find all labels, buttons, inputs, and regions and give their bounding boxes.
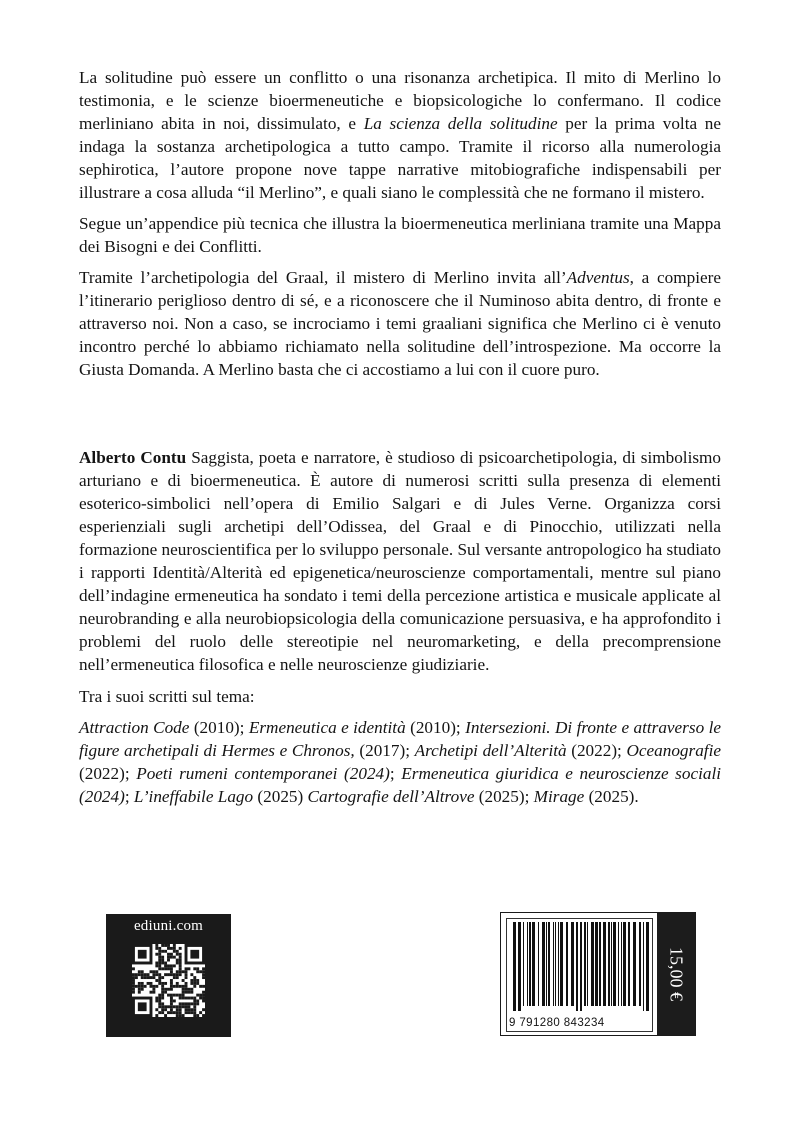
blurb-text: La solitudine può essere un conflitto o una risonanza archetipica. Il mito di Merlino lo testimonia, e le scienze bioermeneutiche e biopsicologiche lo confermano. Il codice merliniano abita in noi, dissimulato, e xyxy=(79,68,721,133)
work-title: Ermeneutica giuridica e neuroscienze sociali (2024) xyxy=(79,764,722,806)
bio-text: Saggista, poeta e narratore, è studioso di psicoarchetipologia, di simbolismo arturiano e di bioermeneutica. È autore di numerosi scritti sulla presenza di elementi esoterico-simbolici nell’opera di Emilio Salgari e di Jules Verne. Organizza corsi esperienziali sugli archetipi dell’Odissea, del Graal e di Pinocchio, utilizzati nella formazione neuroscientifica per lo sviluppo personale. Sul versante antropologico ha studiato i rapporti Identità/Alterità ed epigenetica/neuroscienze comportamentali, mentre sul piano dell’indagine ermeneutica ha sondato i temi della percezione artistica e musicale applicate al neurobranding e alla neurobiopsicologia della comunicazione persuasiva, e ha approfondito i problemi del ruolo delle stereotipie nel neuromarketing, e della precomprensione nell’ermeneutica filosofica e nelle neuroscienze giudiziarie. xyxy=(79,448,721,674)
blurb xyxy=(79,66,721,381)
blurb-text: Tramite l’archetipologia del Graal, il mistero di Merlino invita all’ xyxy=(79,268,567,287)
blurb-text: per la prima volta ne indaga la sostanza archetipologica a tutto campo. Tramite il ricorso alla numerologia sephirotica, l’autore propone nove tappe narrative mitobiografiche indispensabili per illustrare a cosa alluda “il Merlino”, e quali siano le complessità che ne formano il mistero. xyxy=(79,114,721,202)
work-title: Archetipi dell’Alterità xyxy=(414,741,567,760)
works-intro: Tra i suoi scritti sul tema: xyxy=(79,687,255,706)
publisher-qr-block[interactable] xyxy=(106,914,231,1037)
bio-paragraph xyxy=(79,446,721,676)
qr-code-icon xyxy=(132,944,205,1017)
isbn-barcode xyxy=(506,918,653,1032)
author-name: Alberto Contu xyxy=(79,448,187,467)
price-strip xyxy=(657,913,695,1035)
isbn-digits: 9 791280 843234 xyxy=(509,1017,605,1029)
barcode-icon xyxy=(507,919,652,1011)
work-title: Oceanografie xyxy=(626,741,721,760)
adventus-term: Adventus xyxy=(566,268,630,287)
publisher-website[interactable]: ediuni.com xyxy=(133,918,204,934)
work-title: L’ineffabile Lago xyxy=(133,787,254,806)
work-title: Attraction Code xyxy=(79,718,190,737)
work-title: Ermeneutica e identità xyxy=(248,718,406,737)
work-title: Mirage xyxy=(533,787,585,806)
price-label: 15,00 € xyxy=(666,947,687,1001)
blurb-paragraph-2: Segue un’appendice più tecnica che illustra la bioermeneutica merliniana tramite una Mappa dei Bisogni e dei Conflitti. xyxy=(79,214,721,256)
work-title: Intersezioni. Di fronte e attraverso le figure archetipali di Hermes e Chronos, xyxy=(79,718,721,760)
work-title: Poeti rumeni contemporanei (2024) xyxy=(136,764,390,783)
works-list: Attraction Code (2010); Ermeneutica e identità (2010); Intersezioni. Di fronte e attraverso le figure archetipali di Hermes e Chronos, (2017); Archetipi dell’Alterità (2022); Oceanografie (2022); Poeti rumeni contemporanei (2024); Ermeneutica giuridica e neuroscienze sociali (2024); L’ineffabile Lago (2025) Cartografie dell’Altrove (2025); Mirage (2025). xyxy=(79,718,722,806)
blurb-paragraph-1 xyxy=(79,66,721,204)
barcode-price-block xyxy=(500,912,696,1036)
work-title: Cartografie dell’Altrove xyxy=(307,787,475,806)
author-bio xyxy=(79,446,721,808)
book-title: La scienza della solitudine xyxy=(363,114,558,133)
blurb-text: , a compiere l’itinerario periglioso dentro di sé, e a riconoscere che il Numinoso abita dentro, di fronte e attraverso noi. Non a caso, se incrociamo i temi graaliani significa che Merlino ci è venuto incontro perché lo abbiamo richiamato nella solitudine dell’introspezione. Ma occorre la Giusta Domanda. A Merlino basta che ci accostiamo a lui con il cuore puro. xyxy=(79,268,721,379)
blurb-paragraph-3 xyxy=(79,266,721,381)
